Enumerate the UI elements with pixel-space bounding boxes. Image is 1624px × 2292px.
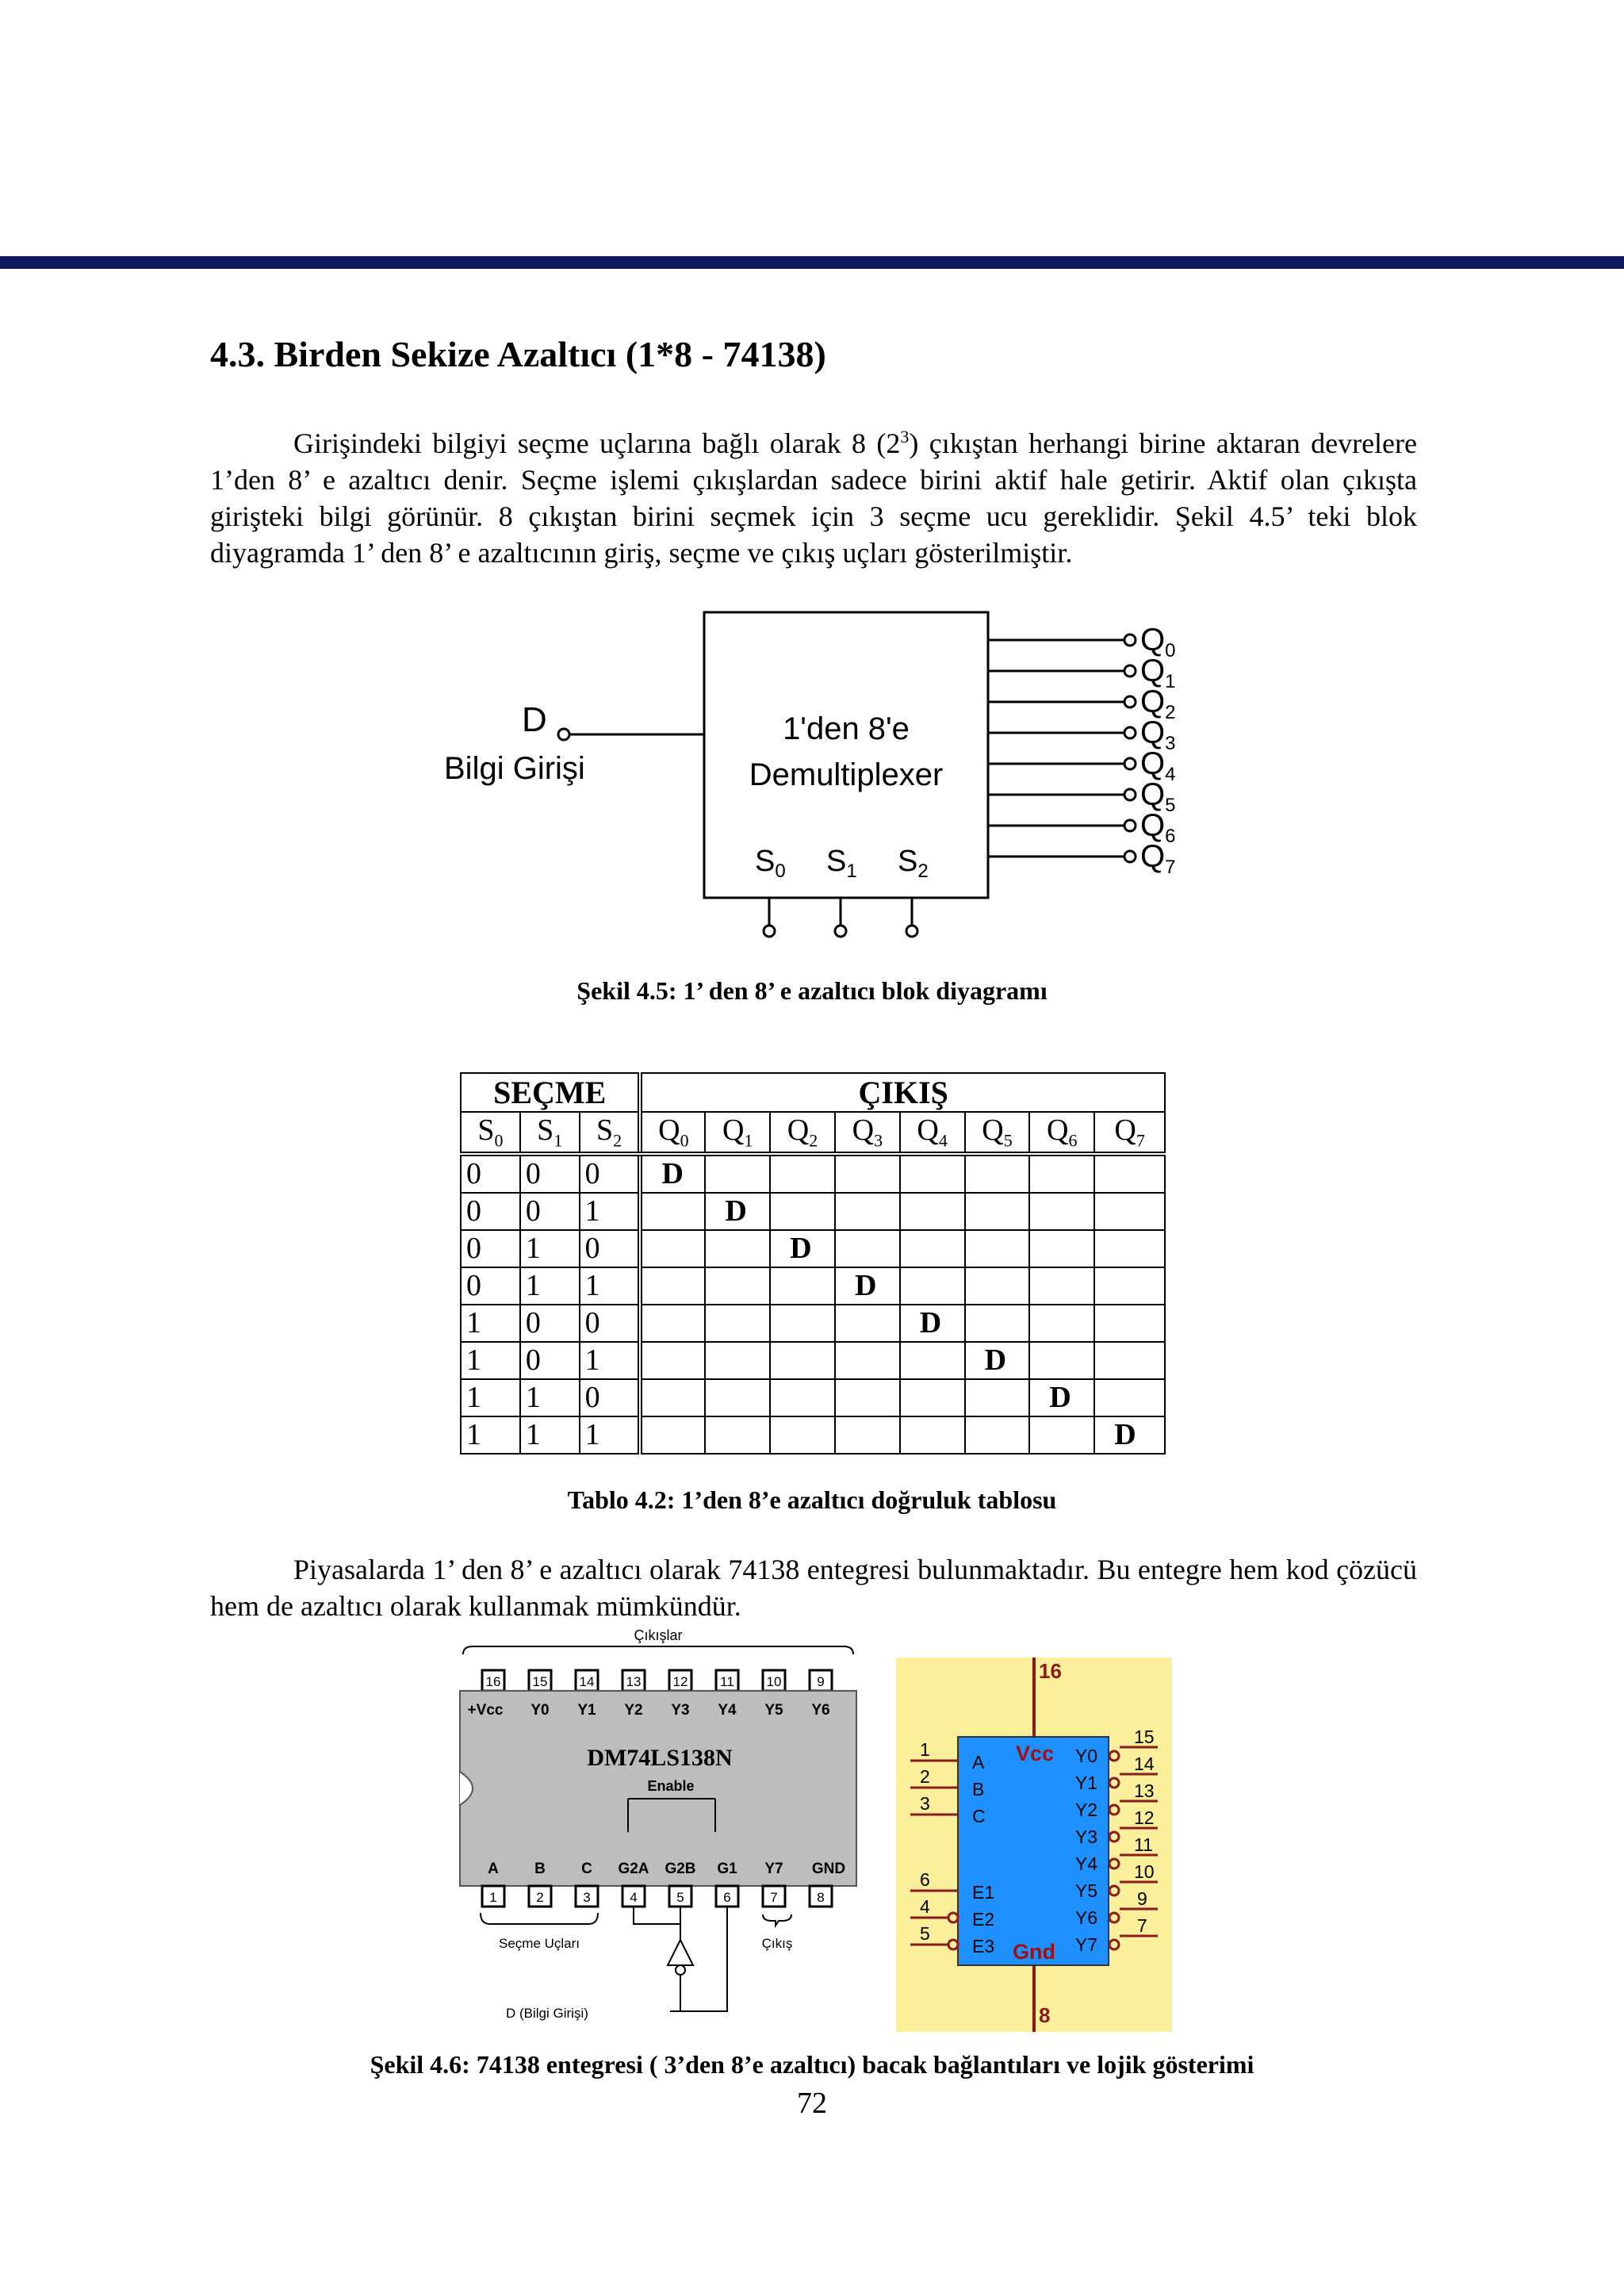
svg-text:Y7: Y7 — [764, 1861, 783, 1877]
page-number: 72 — [797, 2087, 827, 2120]
input-letter: D — [522, 700, 547, 739]
svg-text:16: 16 — [485, 1674, 501, 1689]
svg-text:Y1: Y1 — [577, 1702, 596, 1719]
second-paragraph: Piyasalarda 1’ den 8’ e azaltıcı olarak 74138 entegresi bulunmaktadır. Bu entegre hem kod çözücü hem de azaltıcı olarak kullanmak mümkündür. — [210, 1554, 1417, 1622]
svg-text:11: 11 — [1134, 1834, 1153, 1855]
svg-text:10: 10 — [1134, 1861, 1155, 1882]
svg-text:Y2: Y2 — [624, 1702, 643, 1719]
figure-4-6-caption: Şekil 4.6: 74138 entegresi ( 3’den 8’e azaltıcı) bacak bağlantıları ve lojik gösterimi — [370, 2050, 1254, 2079]
svg-text:7: 7 — [1137, 1915, 1147, 1936]
col-header-q0: $Q_0$ — [640, 1112, 705, 1154]
svg-text:2: 2 — [920, 1766, 930, 1787]
intro-paragraph: Girişindeki bilgiyi seçme uçlarına bağlı olarak 8 $(2^3)$ çıkıştan herhangi birine aktaran devrelere 1’den 8’ e azaltıcı denir. Seçme işlemi çıkışlardan sadece birini aktif hale getirir. Aktif olan çıkışta girişteki bilgi görünür. 8 çıkıştan birini seçmek için 3 seçme ucu gereklidir. Şekil 4.5’ teki blok diyagramda 1’ den 8’ e azaltıcının giriş, seçme ve çıkış uçları gösterilmiştir. — [210, 427, 1417, 569]
col-header-q2: $Q_2$ — [770, 1112, 835, 1154]
part-name: DM74LS138N — [587, 1745, 733, 1771]
svg-text:Y5: Y5 — [1074, 1880, 1097, 1901]
output-lines — [988, 634, 1136, 862]
svg-text:1: 1 — [489, 1890, 497, 1905]
svg-text:Y3: Y3 — [1074, 1826, 1097, 1847]
svg-text:5: 5 — [676, 1890, 684, 1905]
demux-block-diagram — [428, 603, 1253, 952]
select-pins-label: Seçme Uçları — [498, 1936, 580, 1951]
svg-text:Y3: Y3 — [671, 1702, 690, 1719]
col-header-q3: $Q_3$ — [835, 1112, 900, 1154]
svg-text:Y0: Y0 — [1074, 1746, 1097, 1766]
svg-text:9: 9 — [817, 1674, 825, 1689]
table-row: 0 1 1 D — [461, 1267, 1165, 1305]
col-header-q1: $Q_1$ — [705, 1112, 770, 1154]
select-label-0: $S_0$ — [755, 845, 786, 882]
input-terminal — [558, 729, 569, 740]
output-group-header: ÇIKIŞ — [640, 1073, 1165, 1112]
gnd-pin-number: 8 — [1039, 2003, 1051, 2027]
figure-4-5-caption: Şekil 4.5: 1’ den 8’ e azaltıcı blok diyagramı — [576, 976, 1048, 1005]
svg-text:9: 9 — [1137, 1888, 1147, 1909]
svg-text:12: 12 — [1134, 1807, 1155, 1828]
output-label-1: $Q_1$ — [1140, 653, 1176, 692]
svg-text:4: 4 — [920, 1896, 930, 1917]
svg-text:15: 15 — [532, 1674, 548, 1689]
svg-text:5: 5 — [920, 1923, 930, 1944]
svg-text:A: A — [488, 1861, 499, 1877]
svg-text:Y6: Y6 — [811, 1702, 830, 1719]
logic-symbol-diagram — [896, 1658, 1172, 2032]
svg-text:6: 6 — [723, 1890, 731, 1905]
select-terminal-2 — [906, 926, 917, 937]
output-label-6: $Q_6$ — [1140, 808, 1176, 847]
svg-text:Y1: Y1 — [1074, 1773, 1097, 1793]
svg-text:E2: E2 — [972, 1909, 995, 1930]
output-label-5: $Q_5$ — [1140, 777, 1176, 816]
output-pin-label: Çıkış — [761, 1936, 793, 1951]
bottom-pin-numbers — [489, 1890, 824, 1905]
svg-text:10: 10 — [766, 1674, 782, 1689]
table-4-2-caption: Tablo 4.2: 1’den 8’e azaltıcı doğruluk tablosu — [567, 1485, 1057, 1514]
svg-text:Y6: Y6 — [1074, 1907, 1097, 1928]
svg-text:Y5: Y5 — [764, 1702, 783, 1719]
col-header-s1: $S_1$ — [520, 1112, 580, 1154]
svg-text:+Vcc: +Vcc — [467, 1702, 504, 1719]
wiring — [481, 1907, 791, 2011]
svg-text:B: B — [972, 1779, 985, 1799]
svg-text:6: 6 — [920, 1869, 930, 1890]
svg-text:GND: GND — [811, 1861, 846, 1877]
output-label-0: $Q_0$ — [1140, 623, 1176, 661]
truth-table — [460, 1072, 1166, 1455]
svg-text:3: 3 — [583, 1890, 591, 1905]
outputs-label: Çıkışlar — [634, 1627, 683, 1643]
table-row: 1 1 1 D — [461, 1416, 1165, 1454]
bottom-pin-boxes — [482, 1886, 832, 1907]
col-header-q5: $Q_5$ — [965, 1112, 1030, 1154]
svg-text:G2A: G2A — [618, 1861, 649, 1877]
enable-label: Enable — [647, 1778, 695, 1794]
output-label-3: $Q_3$ — [1140, 715, 1176, 754]
demux-box-line2: Demultiplexer — [749, 757, 944, 792]
svg-text:C: C — [972, 1806, 986, 1826]
table-row: 0 1 0 D — [461, 1230, 1165, 1267]
vcc-pin-number: 16 — [1039, 1659, 1062, 1683]
svg-text:4: 4 — [630, 1890, 638, 1905]
section-heading: 4.3. Birden Sekize Azaltıcı (1*8 - 74138) — [210, 334, 826, 374]
col-header-s2: $S_2$ — [580, 1112, 641, 1154]
table-row: 1 0 1 D — [461, 1342, 1165, 1379]
svg-text:G1: G1 — [717, 1861, 737, 1877]
svg-text:Y0: Y0 — [530, 1702, 550, 1719]
svg-text:B: B — [534, 1861, 546, 1877]
table-row: 1 1 0 D — [461, 1379, 1165, 1416]
input-caption: Bilgi Girişi — [444, 751, 585, 786]
svg-text:E1: E1 — [972, 1882, 995, 1903]
select-group-header: SEÇME — [461, 1073, 640, 1112]
col-header-s0: $S_0$ — [461, 1112, 520, 1154]
svg-text:G2B: G2B — [665, 1861, 696, 1877]
select-label-2: $S_2$ — [898, 845, 929, 882]
svg-text:8: 8 — [817, 1890, 825, 1905]
header-bar — [0, 256, 1624, 269]
svg-text:1: 1 — [920, 1739, 930, 1760]
vcc-label: Vcc — [1015, 1742, 1055, 1765]
table-row: 0 0 1 D — [461, 1193, 1165, 1230]
chip-pinout-diagram — [452, 1621, 864, 2033]
svg-text:11: 11 — [720, 1674, 734, 1689]
col-header-q6: $Q_6$ — [1029, 1112, 1094, 1154]
svg-text:12: 12 — [672, 1674, 688, 1689]
svg-text:14: 14 — [1134, 1753, 1155, 1774]
svg-text:E3: E3 — [972, 1936, 995, 1957]
select-terminal-0 — [764, 926, 775, 937]
svg-text:3: 3 — [920, 1793, 930, 1814]
svg-text:13: 13 — [626, 1674, 642, 1689]
svg-text:7: 7 — [770, 1890, 778, 1905]
col-header-q7: $Q_7$ — [1094, 1112, 1165, 1154]
svg-text:Y4: Y4 — [718, 1702, 737, 1719]
svg-text:14: 14 — [579, 1674, 595, 1689]
col-header-q4: $Q_4$ — [900, 1112, 965, 1154]
demux-box-line1: 1'den 8'e — [783, 711, 910, 746]
svg-text:Y2: Y2 — [1074, 1799, 1097, 1820]
svg-text:Y4: Y4 — [1074, 1853, 1097, 1874]
svg-text:13: 13 — [1134, 1780, 1155, 1801]
gnd-label: Gnd — [1013, 1940, 1055, 1964]
output-label-2: $Q_2$ — [1140, 684, 1176, 723]
svg-text:C: C — [581, 1861, 592, 1877]
svg-text:Y7: Y7 — [1074, 1934, 1097, 1955]
select-terminal-1 — [835, 926, 846, 937]
table-row: 0 0 0 D — [461, 1154, 1165, 1193]
svg-text:A: A — [972, 1752, 985, 1773]
output-label-4: $Q_4$ — [1140, 746, 1176, 785]
data-input-label: D (Bilgi Girişi) — [506, 2006, 588, 2021]
svg-text:15: 15 — [1134, 1727, 1155, 1747]
svg-text:2: 2 — [536, 1890, 544, 1905]
top-pin-numbers — [486, 1674, 825, 1689]
table-row: 1 0 0 D — [461, 1305, 1165, 1342]
select-label-1: $S_1$ — [826, 845, 857, 882]
output-label-7: $Q_7$ — [1140, 839, 1176, 878]
